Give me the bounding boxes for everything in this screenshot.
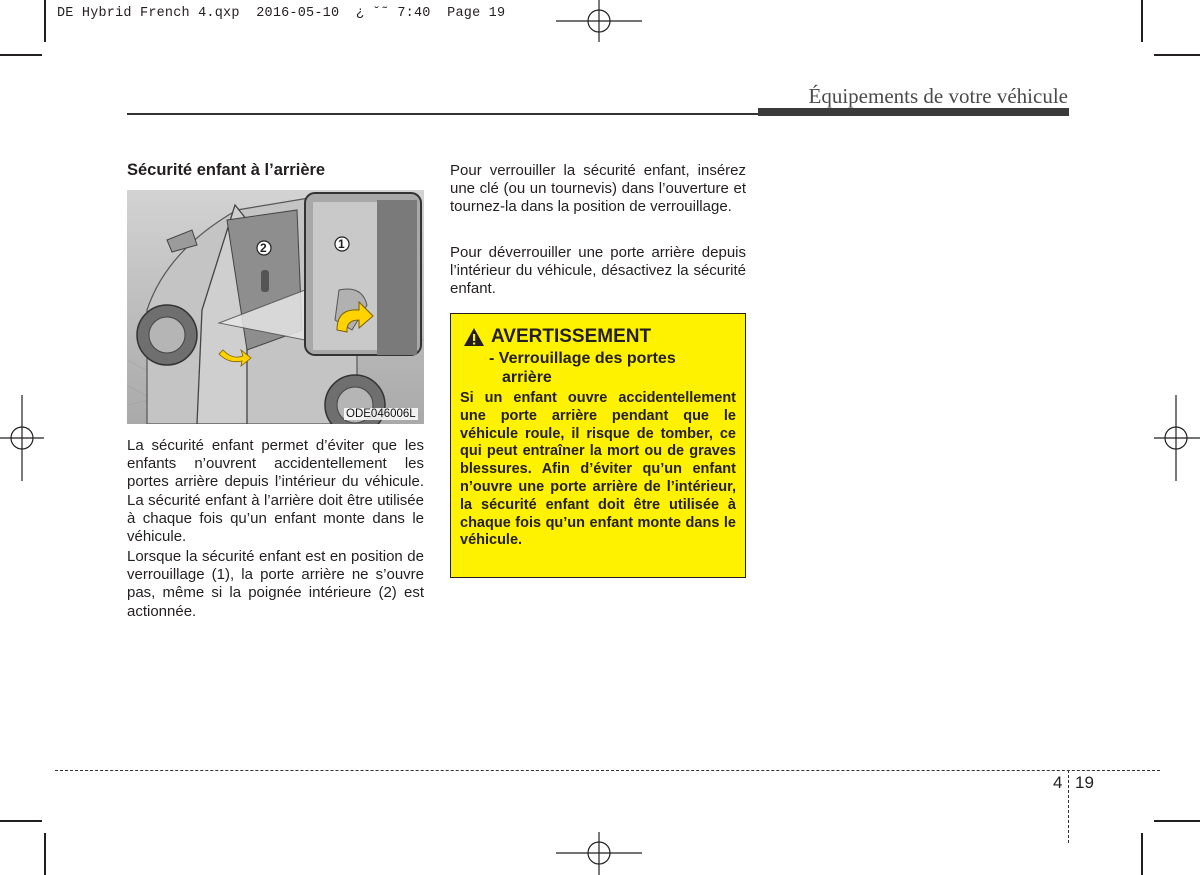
car-door-drawing <box>127 190 424 424</box>
registration-mark-right <box>1154 395 1200 481</box>
warning-title: AVERTISSEMENT <box>491 326 652 347</box>
callout-1-label: 1 <box>338 237 345 251</box>
warning-triangle-icon <box>463 327 485 347</box>
registration-mark-top <box>556 0 642 42</box>
crop-mark <box>1141 833 1143 875</box>
crop-mark <box>1141 0 1143 42</box>
child-lock-illustration <box>127 190 424 424</box>
footer-rule <box>55 770 1160 771</box>
body-paragraph: Pour déverrouiller une porte arrière depuis l’intérieur du véhicule, désactivez la sécurité enfant. <box>450 244 746 298</box>
warning-subtitle-line: - Verrouillage des portes <box>489 350 676 367</box>
header-rule-accent <box>758 108 1069 116</box>
print-slug-line: DE Hybrid French 4.qxp 2016-05-10 ¿ ˘˜ 7:40 Page 19 <box>57 6 506 21</box>
crop-mark <box>1154 54 1200 56</box>
warning-body: Si un enfant ouvre accidentellement une porte arrière pendant que le véhicule roule, il risque de tomber, ce qui peut entraîner la mort ou de graves blessures. Afin d’éviter qu’un enfant n’ouvre une porte arrière de l’intérieur, la sécurité enfant doit être utilisée à chaque fois qu’un enfant monte dans le véhicule. <box>460 390 736 549</box>
section-heading: Sécurité enfant à l’arrière <box>127 161 326 179</box>
body-paragraph: Lorsque la sécurité enfant est en position de verrouillage (1), la porte arrière ne s’ouvre pas, même si la poignée intérieure (2) est actionnée. <box>127 548 424 620</box>
chapter-number: 4 <box>1053 773 1063 792</box>
crop-mark <box>44 0 46 42</box>
header-rule <box>127 113 758 115</box>
crop-mark <box>0 820 42 822</box>
crop-mark <box>1154 820 1200 822</box>
chapter-title: Équipements de votre véhicule <box>808 84 1068 108</box>
crop-mark <box>44 833 46 875</box>
registration-mark-bottom <box>556 832 642 875</box>
figure-code: ODE046006L <box>346 408 416 420</box>
page-number: 19 <box>1075 773 1094 792</box>
crop-mark <box>0 54 42 56</box>
body-paragraph: La sécurité enfant permet d’éviter que les enfants n’ouvrent accidentellement les portes arrière depuis l’intérieur du véhicule. La sécurité enfant à l’arrière doit être utilisée à chaque fois qu’un enfant monte dans le véhicule. <box>127 437 424 546</box>
body-paragraph: Pour verrouiller la sécurité enfant, insérez une clé (ou un tournevis) dans l’ouverture et tournez-la dans la position de verrouillage. <box>450 162 746 216</box>
warning-subtitle-line: arrière <box>502 369 552 386</box>
warning-subtitle <box>489 349 676 387</box>
warning-box <box>450 313 746 578</box>
callout-2-label: 2 <box>260 241 267 255</box>
registration-mark-left <box>0 395 44 481</box>
footer-divider <box>1068 770 1069 843</box>
